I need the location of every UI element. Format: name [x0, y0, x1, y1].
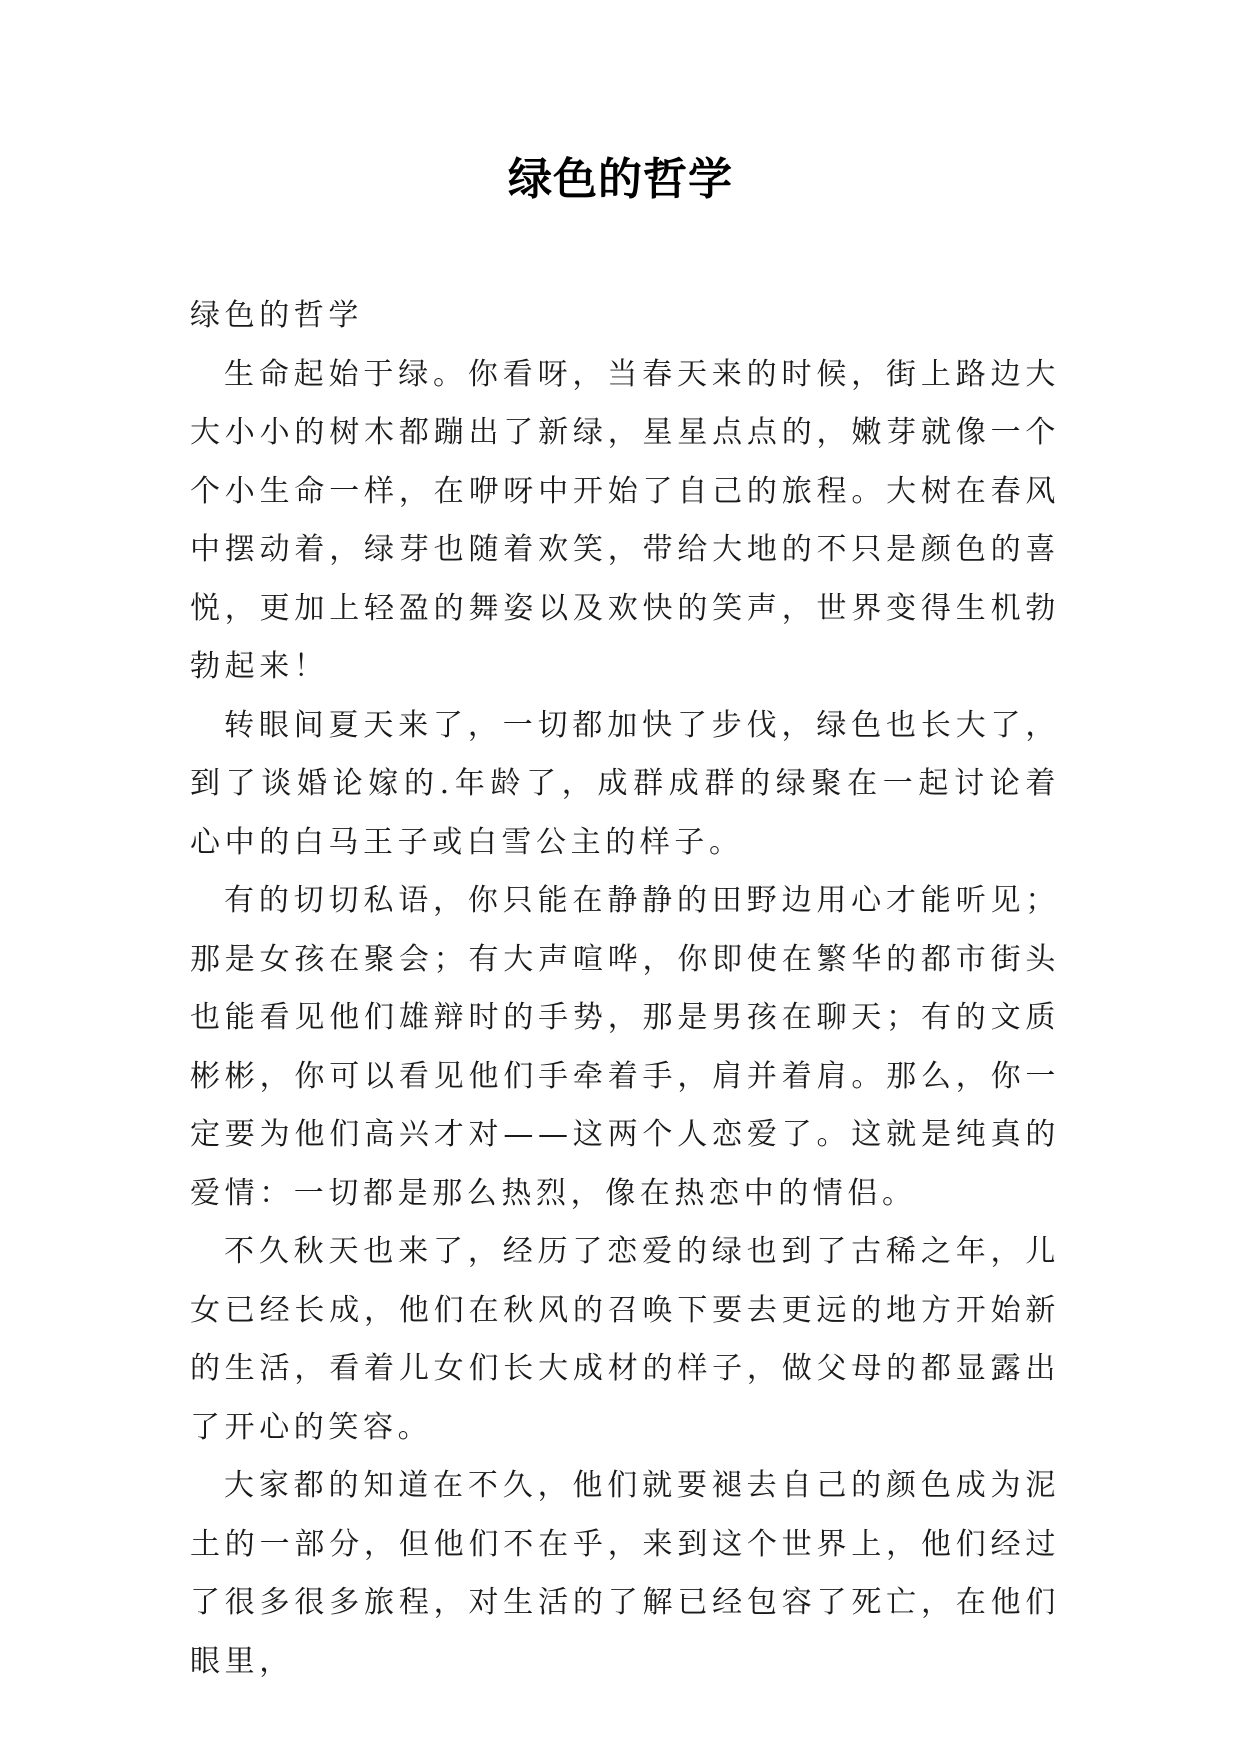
document-body	[190, 287, 1060, 1691]
paragraph-spring: 生命起始于绿。你看呀，当春天来的时候，街上路边大大小小的树木都蹦出了新绿，星星点点的，嫩芽就像一个个小生命一样，在咿呀中开始了自己的旅程。大树在春风中摆动着，绿芽也随着欢笑，带给大地的不只是颜色的喜悦，更加上轻盈的舞姿以及欢快的笑声，世界变得生机勃勃起来！	[190, 356, 1060, 684]
document-title: 绿色的哲学	[508, 154, 733, 205]
paragraph-summer: 转眼间夏天来了，一切都加快了步伐，绿色也长大了，到了谈婚论嫁的.年龄了，成群成群的绿聚在一起讨论着心中的白马王子或白雪公主的样子。	[190, 707, 1060, 860]
paragraph-death: 大家都的知道在不久，他们就要褪去自己的颜色成为泥土的一部分，但他们不在乎，来到这个世界上，他们经过了很多很多旅程，对生活的了解已经包容了死亡，在他们眼里，	[190, 1468, 1060, 1679]
paragraph-love: 有的切切私语，你只能在静静的田野边用心才能听见；那是女孩在聚会；有大声喧哗，你即使在繁华的都市街头也能看见他们雄辩时的手势，那是男孩在聊天；有的文质彬彬，你可以看见他们手牵着手，肩并着肩。那么，你一定要为他们高兴才对——这两个人恋爱了。这就是纯真的爱情：一切都是那么热烈，像在热恋中的情侣。	[190, 883, 1060, 1211]
paragraph-autumn: 不久秋天也来了，经历了恋爱的绿也到了古稀之年，儿女已经长成，他们在秋风的召唤下要去更远的地方开始新的生活，看着儿女们长大成材的样子，做父母的都显露出了开心的笑容。	[190, 1234, 1060, 1445]
document-subtitle: 绿色的哲学	[190, 298, 363, 333]
